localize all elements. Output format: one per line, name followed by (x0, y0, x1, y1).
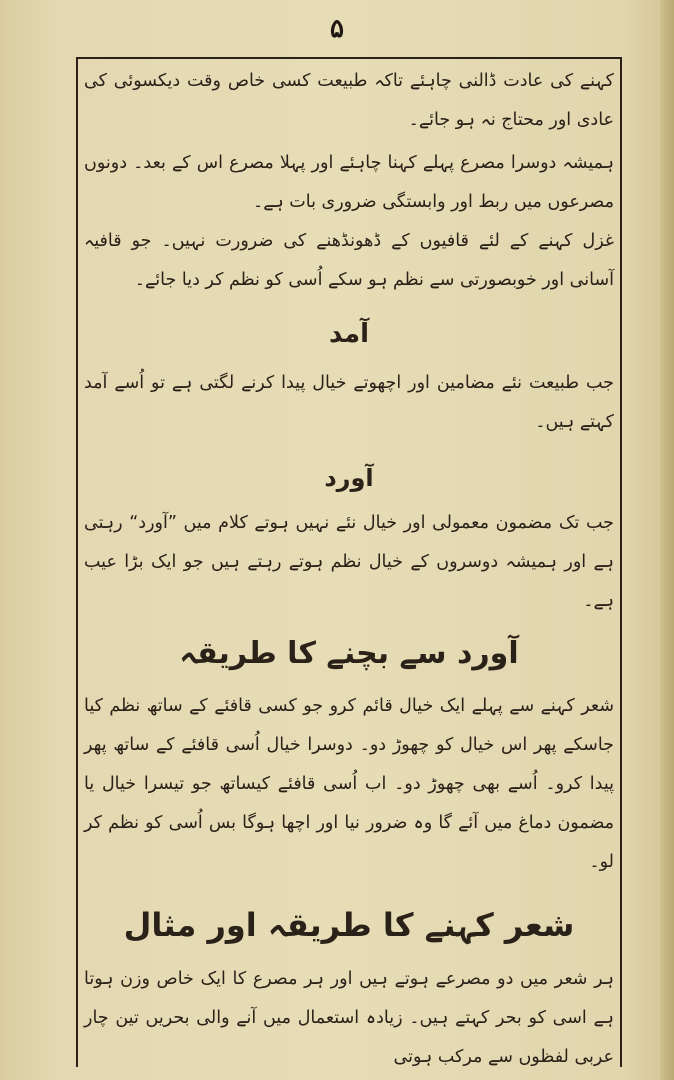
paragraph-1: کہنے کی عادت ڈالنی چاہئے تاکہ طبیعت کسی خاص وقت دیکسوئی کی عادی اور محتاج نہ ہو جائے۔ (84, 71, 614, 130)
paragraph-5: جب تک مضمون معمولی اور خیال نئے نہیں ہوتے کلام میں ”آورد“ رہتی ہے اور ہمیشہ دوسروں کے خیال نظم ہوتے رہتے ہیں جو ایک بڑا عیب ہے۔ (84, 513, 614, 611)
paragraph-7: ہر شعر میں دو مصرعے ہوتے ہیں اور ہر مصرع کا ایک خاص وزن ہوتا ہے اسی کو بحر کہتے ہیں۔ زیادہ استعمال میں آنے والی بحریں تین چار عربی لفظوں سے مرکب ہوتی (84, 969, 614, 1067)
heading-shair-method: شعر کہنے کا طریقہ اور مثال (123, 906, 575, 944)
paragraph-2: ہمیشہ دوسرا مصرع پہلے کہنا چاہئے اور پہلا مصرع اس کے بعد۔ دونوں مصرعوں میں ربط اور وابستگی ضروری بات ہے۔ (84, 153, 614, 212)
heading-amad: آمد (328, 319, 370, 349)
page-content (80, 62, 618, 1077)
paragraph-3: غزل کہنے کے لئے قافیوں کے ڈھونڈھنے کی ضرورت نہیں۔ جو قافیہ آسانی اور خوبصورتی سے نظم ہو سکے اُسی کو نظم کر دیا جائے۔ (84, 231, 614, 290)
heading-avoid-aawurd: آورد سے بچنے کا طریقہ (179, 636, 519, 671)
paragraph-6: شعر کہنے سے پہلے ایک خیال قائم کرو جو کسی قافئے کے ساتھ نظم کیا جاسکے پھر اس خیال کو چھوڑ دو۔ دوسرا خیال اُسی قافئے کے ساتھ پھر پیدا کرو۔ اُسے بھی چھوڑ دو۔ اب اُسی قافئے کیساتھ جو تیسرا خیال یا مضمون دماغ میں آئے گا وہ ضرور نیا اور اچھا ہوگا بس اُسی کو نظم کر لو۔ (84, 696, 614, 872)
heading-aawurd: آورد (324, 464, 374, 492)
page-number: ۵ (330, 14, 344, 44)
page-edge (660, 0, 674, 1080)
paragraph-4: جب طبیعت نئے مضامین اور اچھوتے خیال پیدا کرنے لگتی ہے تو اُسے آمد کہتے ہیں۔ (84, 373, 614, 432)
